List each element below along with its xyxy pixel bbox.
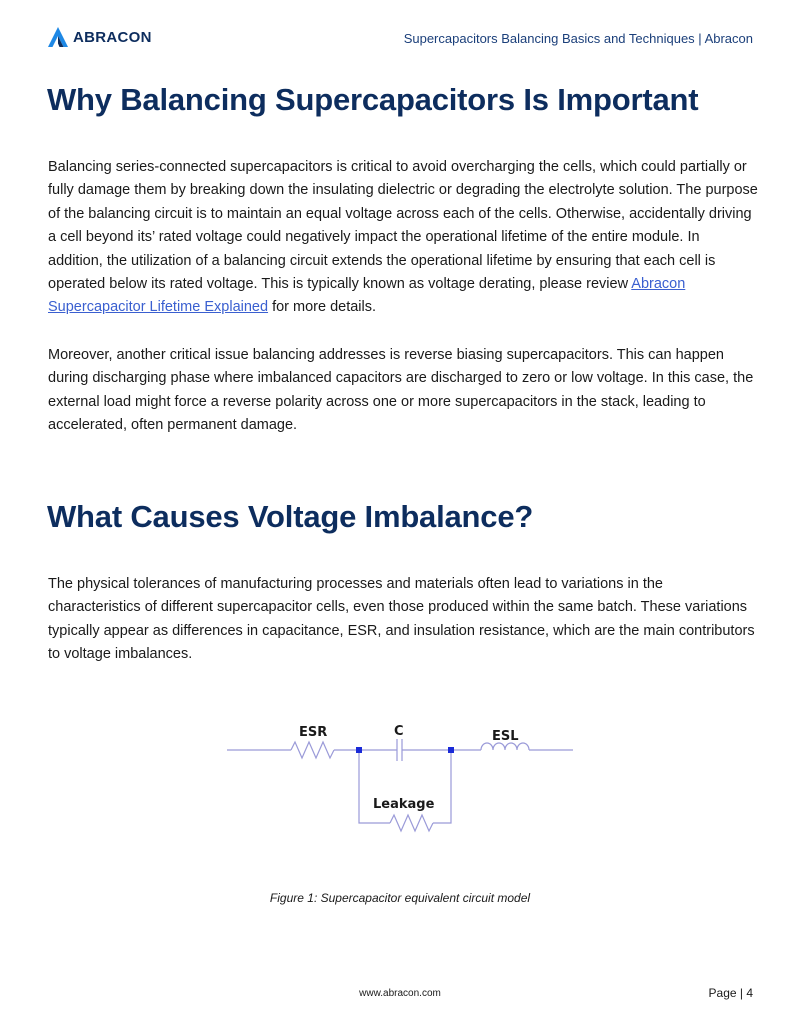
paragraph-text: Balancing series-connected supercapacitors is critical to avoid overcharging the cells, which could partially or fully damage them by breaking down the insulating dielectric or degrading the electrolyte solution. The purpose of the balancing circuit is to maintain an equal voltage across each of the cells. Otherwise, accidentally driving a cell beyond its’ rated voltage could negatively impact the operational lifetime of the entire module. In addition, the utilization of a balancing circuit extends the operational lifetime by ensuring that each cell is operated below its rated voltage. This is typically known as voltage derating, please review: [48, 159, 758, 293]
label-esl: ESL: [492, 729, 519, 744]
section-heading-voltage-imbalance: What Causes Voltage Imbalance?: [47, 499, 534, 534]
lifetime-explained-link[interactable]: Abracon Supercapacitor Lifetime Explained: [48, 276, 686, 316]
leakage-resistor-symbol: [390, 815, 433, 831]
document-title: Supercapacitors Balancing Basics and Techniques | Abracon: [403, 31, 753, 46]
esr-resistor-symbol: [291, 742, 334, 758]
wire-leakage-right: [433, 750, 451, 823]
paragraph-suffix: for more details.: [268, 299, 377, 316]
paragraph-balancing-importance: [48, 156, 758, 320]
label-leakage: Leakage: [373, 797, 435, 812]
paragraph-imbalance-causes: The physical tolerances of manufacturing processes and materials often lead to variations in the characteristics of different supercapacitor cells, even those produced within the same batch. These variations typically appear as differences in capacitance, ESR, and insulation resistance, which are the main contributors to voltage imbalances.: [48, 576, 755, 663]
brand-logo: [47, 26, 152, 48]
abracon-logo-icon: [47, 26, 69, 48]
section-heading-balancing-importance: Why Balancing Supercapacitors Is Important: [47, 82, 699, 117]
wire-leakage-left: [359, 750, 390, 823]
label-capacitance: C: [394, 724, 404, 739]
circuit-node-right: [448, 747, 454, 753]
page-number: Page | 4: [708, 986, 753, 1000]
label-esr: ESR: [299, 725, 328, 740]
equivalent-circuit-diagram: [227, 718, 573, 838]
paragraph-reverse-bias: Moreover, another critical issue balancing addresses is reverse biasing supercapacitors. This can happen during discharging phase where imbalanced capacitors are discharged to zero or low voltage. In this case, the external load might force a reverse polarity across one or more supercapacitors in the stack, leading to accelerated, often permanent damage.: [48, 347, 754, 434]
circuit-node-left: [356, 747, 362, 753]
figure-caption: Figure 1: Supercapacitor equivalent circuit model: [269, 891, 531, 905]
logo-wordmark: ABRACON: [73, 28, 152, 46]
footer-url: www.abracon.com: [359, 988, 441, 999]
esl-inductor-symbol: [481, 743, 529, 750]
